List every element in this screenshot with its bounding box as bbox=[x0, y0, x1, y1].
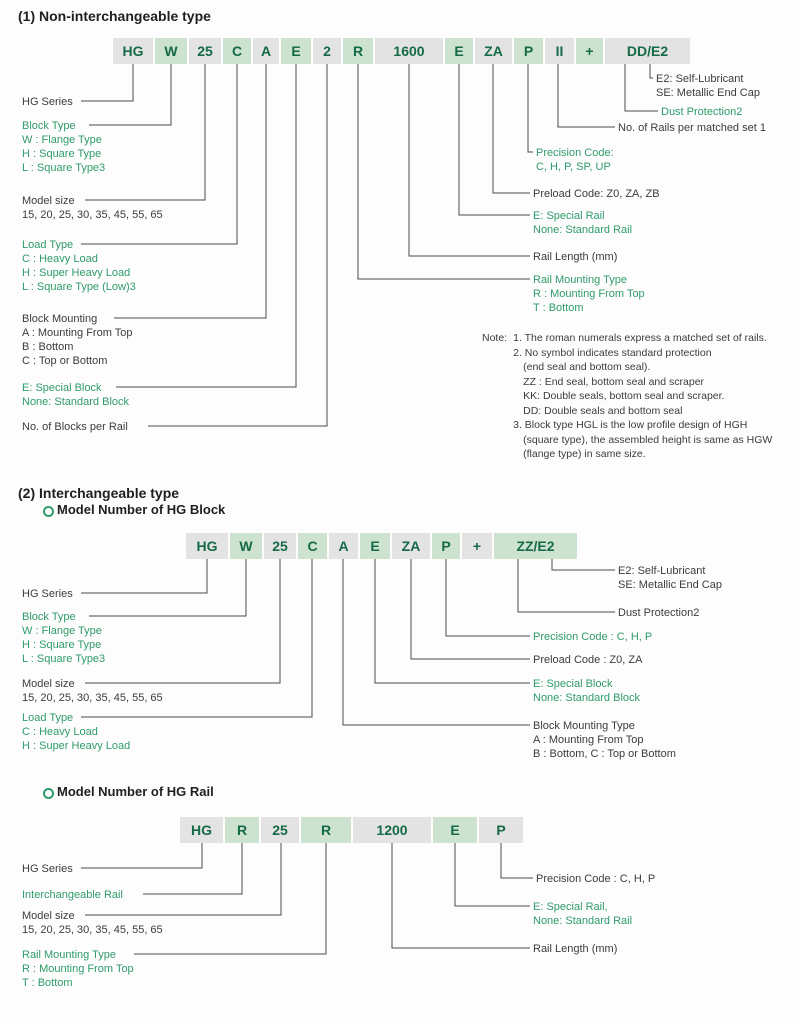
label-precision-code: Precision Code : C, H, P bbox=[533, 631, 653, 643]
label-e2-se: E2: Self-Lubricant SE: Metallic End Cap bbox=[618, 565, 722, 591]
note-label: Note: bbox=[482, 332, 508, 344]
label-special-block: E: Special Block None: Standard Block bbox=[533, 678, 641, 704]
label-rail-length: Rail Length (mm) bbox=[533, 943, 618, 955]
label-rail-mounting-type: Rail Mounting Type R : Mounting From Top T : Bottom bbox=[22, 949, 134, 989]
code-segment: C bbox=[223, 38, 251, 64]
label-precision-code: Precision Code: C, H, P, SP, UP bbox=[536, 147, 614, 173]
code-segment: 25 bbox=[261, 817, 299, 843]
code-segment: A bbox=[253, 38, 279, 64]
label-block-type: Block Type W : Flange Type H : Square Type L : Square Type3 bbox=[22, 611, 106, 665]
code-segment: DD/E2 bbox=[605, 38, 690, 64]
code-segment: II bbox=[545, 38, 574, 64]
model-code-row-1 bbox=[113, 38, 690, 64]
code-segment: 1200 bbox=[353, 817, 431, 843]
label-hg-series: HG Series bbox=[22, 96, 73, 108]
note-line: (flange type) in same size. bbox=[523, 448, 646, 460]
model-code-row-2 bbox=[186, 533, 577, 559]
code-segment: E bbox=[360, 533, 390, 559]
code-segment: 25 bbox=[264, 533, 296, 559]
label-dust-protection: Dust Protection2 bbox=[661, 106, 743, 118]
section2-title: (2) Interchangeable type bbox=[18, 485, 180, 501]
label-model-size: Model size 15, 20, 25, 30, 35, 45, 55, 65 bbox=[22, 195, 163, 221]
code-segment: ZA bbox=[392, 533, 430, 559]
code-segment: C bbox=[298, 533, 327, 559]
code-segment: P bbox=[479, 817, 523, 843]
note-line: 2. No symbol indicates standard protection bbox=[513, 346, 712, 359]
note-line: (square type), the assembled height is same as HGW bbox=[523, 433, 773, 446]
label-block-type: Block Type W : Flange Type H : Square Type L : Square Type3 bbox=[22, 120, 106, 174]
code-segment: E bbox=[281, 38, 311, 64]
label-block-mounting: Block Mounting A : Mounting From Top B : Bottom C : Top or Bottom bbox=[22, 313, 133, 367]
label-dust-protection: Dust Protection2 bbox=[618, 607, 700, 619]
section2-subtitle: Model Number of HG Block bbox=[57, 502, 226, 517]
section3-subtitle: Model Number of HG Rail bbox=[57, 784, 214, 799]
code-segment: HG bbox=[113, 38, 153, 64]
code-segment: 2 bbox=[313, 38, 341, 64]
code-segment: 1600 bbox=[375, 38, 443, 64]
code-segment: R bbox=[343, 38, 373, 64]
note-lines bbox=[513, 331, 772, 462]
label-precision-code: Precision Code : C, H, P bbox=[536, 873, 656, 885]
label-e2-se: E2: Self-Lubricant SE: Metallic End Cap bbox=[656, 73, 760, 99]
label-load-type: Load Type C : Heavy Load H : Super Heavy Load L : Square Type (Low)3 bbox=[22, 239, 136, 293]
code-segment: + bbox=[462, 533, 492, 559]
code-segment: 25 bbox=[189, 38, 221, 64]
note-line: DD: Double seals and bottom seal bbox=[523, 404, 683, 417]
note-line: ZZ : End seal, bottom seal and scraper bbox=[523, 375, 705, 388]
bullet-circle-icon bbox=[43, 788, 54, 799]
label-interchangeable-rail: Interchangeable Rail bbox=[22, 889, 123, 901]
label-load-type: Load Type C : Heavy Load H : Super Heavy Load bbox=[22, 712, 131, 752]
note-line: KK: Double seals, bottom seal and scraper. bbox=[523, 390, 725, 402]
section1-title: (1) Non-interchangeable type bbox=[18, 8, 211, 24]
model-code-row-3 bbox=[180, 817, 523, 843]
code-segment: HG bbox=[180, 817, 223, 843]
label-special-rail: E: Special Rail None: Standard Rail bbox=[533, 210, 633, 236]
code-segment: E bbox=[445, 38, 473, 64]
label-special-block: E: Special Block None: Standard Block bbox=[22, 382, 130, 408]
code-segment: HG bbox=[186, 533, 228, 559]
note-line: 3. Block type HGL is the low profile design of HGH bbox=[513, 419, 748, 431]
label-block-mounting-type: Block Mounting Type A : Mounting From Top B : Bottom, C : Top or Bottom bbox=[533, 720, 676, 760]
code-segment: W bbox=[230, 533, 262, 559]
code-segment: E bbox=[433, 817, 477, 843]
code-segment: R bbox=[301, 817, 351, 843]
code-segment: + bbox=[576, 38, 603, 64]
code-segment: ZZ/E2 bbox=[494, 533, 577, 559]
label-preload-code: Preload Code : Z0, ZA bbox=[533, 654, 643, 666]
label-preload-code: Preload Code: Z0, ZA, ZB bbox=[533, 188, 660, 200]
label-model-size: Model size 15, 20, 25, 30, 35, 45, 55, 65 bbox=[22, 678, 163, 704]
label-special-rail: E: Special Rail, None: Standard Rail bbox=[533, 901, 633, 927]
note-line: 1. The roman numerals express a matched set of rails. bbox=[513, 332, 767, 344]
label-rail-length: Rail Length (mm) bbox=[533, 251, 618, 263]
label-blocks-per-rail: No. of Blocks per Rail bbox=[22, 421, 128, 433]
label-rail-mounting: Rail Mounting Type R : Mounting From Top T : Bottom bbox=[533, 274, 645, 314]
code-segment: P bbox=[432, 533, 460, 559]
bullet-circle-icon bbox=[43, 506, 54, 517]
code-segment: ZA bbox=[475, 38, 512, 64]
label-model-size: Model size 15, 20, 25, 30, 35, 45, 55, 65 bbox=[22, 910, 163, 936]
code-segment: W bbox=[155, 38, 187, 64]
label-hg-series: HG Series bbox=[22, 588, 73, 600]
label-hg-series: HG Series bbox=[22, 863, 73, 875]
code-segment: R bbox=[225, 817, 259, 843]
code-segment: P bbox=[514, 38, 543, 64]
code-segment: A bbox=[329, 533, 358, 559]
note-line: (end seal and bottom seal). bbox=[523, 361, 651, 373]
label-rails-per-set: No. of Rails per matched set 1 bbox=[618, 122, 766, 134]
note-block bbox=[482, 331, 772, 462]
